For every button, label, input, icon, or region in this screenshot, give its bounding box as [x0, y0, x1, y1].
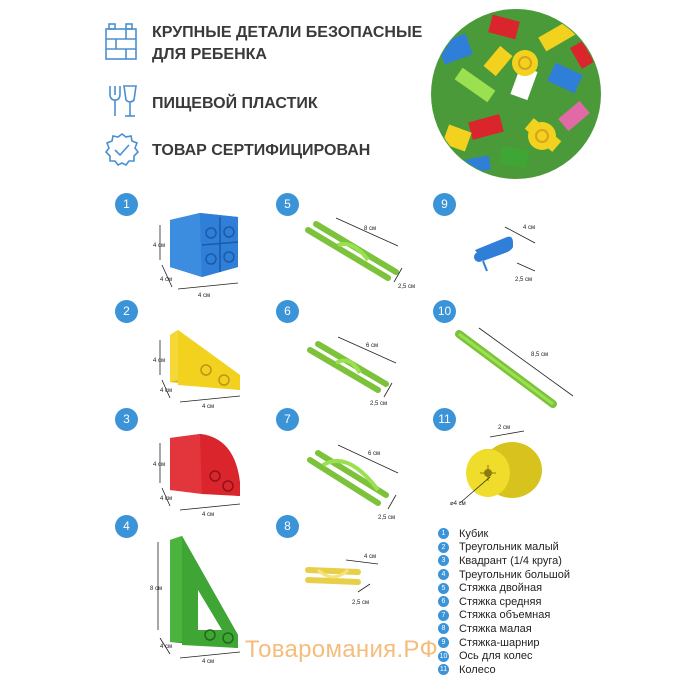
watermark: Товаромания.РФ [245, 636, 439, 663]
part-number-badge: 1 [115, 193, 138, 216]
part-number-badge: 2 [115, 300, 138, 323]
svg-text:2,5 см: 2,5 см [515, 277, 533, 283]
legend-number: 3 [438, 555, 449, 566]
legend-number: 7 [438, 610, 449, 621]
svg-text:4 см: 4 см [160, 277, 173, 283]
svg-text:4 см: 4 см [160, 496, 173, 502]
legend-item [438, 663, 570, 677]
svg-text:4 см: 4 см [364, 554, 377, 560]
part-big-triangle [140, 530, 260, 670]
part-number-badge: 3 [115, 408, 138, 431]
svg-text:2 см: 2 см [498, 425, 511, 431]
part-small-triangle [140, 320, 260, 415]
legend-label: Колесо [459, 663, 496, 676]
legend-label: Треугольник малый [459, 541, 559, 554]
legend-item [438, 527, 570, 541]
parts-legend [438, 527, 570, 677]
part-number-badge: 9 [433, 193, 456, 216]
part-cube [140, 205, 260, 310]
part-number-badge: 5 [276, 193, 299, 216]
legend-item [438, 595, 570, 609]
part-wheel [450, 415, 560, 520]
svg-text:4 см: 4 см [523, 225, 536, 231]
legend-label: Стяжка объемная [459, 609, 551, 622]
part-number-badge: 11 [433, 408, 456, 431]
svg-text:2,5 см: 2,5 см [370, 401, 388, 407]
legend-number: 2 [438, 542, 449, 553]
feature-text-food-plastic: ПИЩЕВОЙ ПЛАСТИК [152, 95, 318, 112]
svg-text:8 см: 8 см [150, 586, 163, 592]
cup-fork-icon [106, 82, 138, 125]
feature-text-safe: КРУПНЫЕ ДЕТАЛИ БЕЗОПАСНЫЕ ДЛЯ РЕБЕНКА [152, 24, 423, 63]
legend-label: Треугольник большой [459, 568, 571, 581]
part-number-badge: 7 [276, 408, 299, 431]
legend-item [438, 541, 570, 555]
svg-text:2,5 см: 2,5 см [398, 284, 416, 290]
legend-number: 5 [438, 583, 449, 594]
legend-item [438, 636, 570, 650]
svg-text:4 см: 4 см [153, 243, 166, 249]
legend-label: Стяжка двойная [459, 582, 543, 595]
part-number-badge: 10 [433, 300, 456, 323]
part-small-tie [298, 540, 398, 615]
legend-label: Кубик [459, 527, 489, 540]
legend-number: 9 [438, 637, 449, 648]
legend-item [438, 622, 570, 636]
svg-text:4 см: 4 см [160, 388, 173, 394]
svg-text:4 см: 4 см [202, 512, 215, 518]
part-medium-tie [298, 325, 418, 420]
certified-icon [104, 132, 140, 173]
part-double-tie [298, 210, 418, 315]
feature-text-certified: ТОВАР СЕРТИФИЦИРОВАН [152, 142, 371, 159]
svg-text:4 см: 4 см [153, 358, 166, 364]
svg-text:8 см: 8 см [364, 226, 377, 232]
svg-text:2,5 см: 2,5 см [352, 600, 370, 606]
svg-text:4 см: 4 см [202, 659, 215, 665]
part-axle [445, 320, 585, 425]
part-quadrant [140, 428, 260, 523]
part-number-badge: 4 [115, 515, 138, 538]
legend-item [438, 649, 570, 663]
legend-number: 4 [438, 569, 449, 580]
legend-label: Стяжка средняя [459, 595, 542, 608]
svg-text:8,5 см: 8,5 см [531, 352, 549, 358]
legend-label: Ось для колес [459, 650, 533, 663]
part-number-badge: 6 [276, 300, 299, 323]
legend-label: Квадрант (1/4 круга) [459, 554, 562, 567]
svg-text:6 см: 6 см [366, 343, 379, 349]
svg-text:4 см: 4 см [153, 462, 166, 468]
legend-item [438, 554, 570, 568]
legend-item [438, 581, 570, 595]
part-number-badge: 8 [276, 515, 299, 538]
part-hinge-tie [455, 215, 565, 300]
legend-number: 6 [438, 596, 449, 607]
part-volume-tie [298, 435, 418, 530]
svg-text:4 см: 4 см [198, 293, 211, 299]
legend-item [438, 609, 570, 623]
svg-text:4 см: 4 см [160, 644, 173, 650]
svg-text:⌀4 см: ⌀4 см [450, 501, 466, 507]
legend-label: Стяжка малая [459, 622, 532, 635]
product-photo [430, 8, 602, 185]
legend-number: 1 [438, 528, 449, 539]
legend-number: 8 [438, 623, 449, 634]
legend-item [438, 568, 570, 582]
legend-number: 10 [439, 652, 448, 660]
svg-text:2,5 см: 2,5 см [378, 515, 396, 521]
legend-label: Стяжка-шарнир [459, 636, 540, 649]
legend-number: 11 [439, 666, 448, 674]
blocks-icon [104, 23, 138, 66]
svg-text:6 см: 6 см [368, 451, 381, 457]
svg-text:4 см: 4 см [202, 404, 215, 410]
